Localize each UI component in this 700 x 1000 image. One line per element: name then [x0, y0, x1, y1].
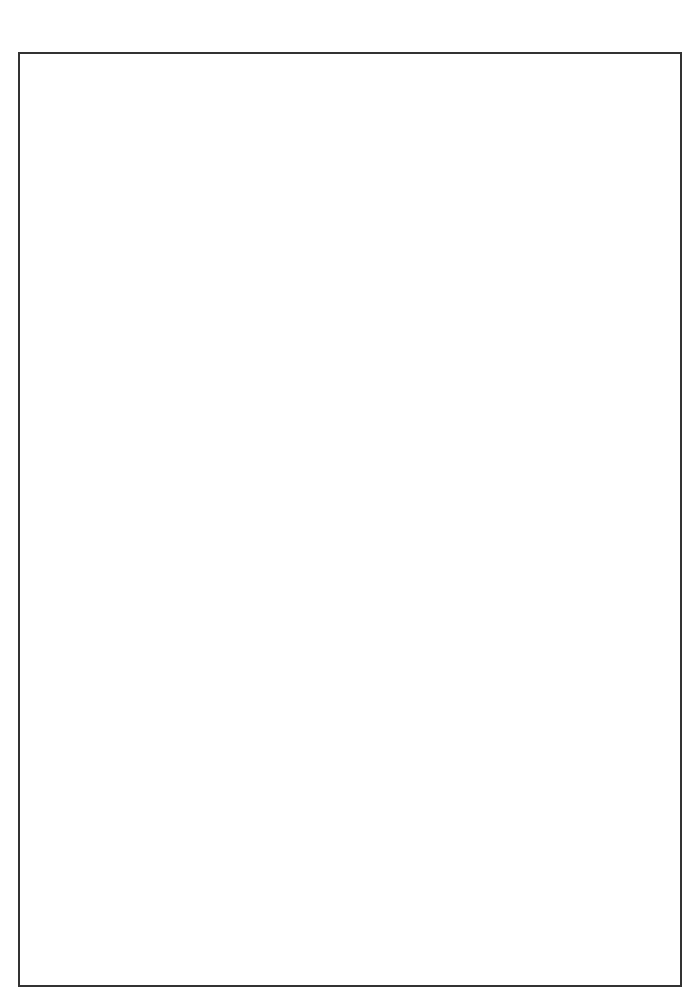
questionnaire-sheet — [18, 52, 682, 987]
header — [0, 0, 700, 52]
